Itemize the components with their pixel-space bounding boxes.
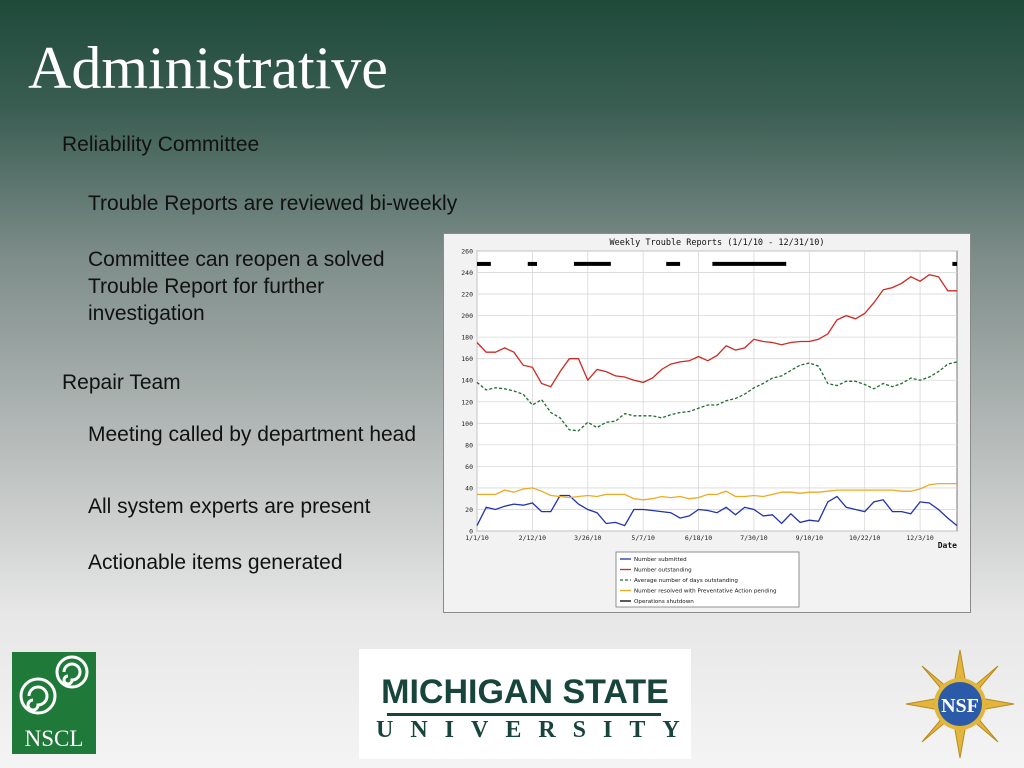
plot-area bbox=[477, 251, 957, 531]
y-tick-label: 120 bbox=[461, 398, 473, 407]
msu-logo bbox=[359, 649, 697, 759]
y-tick-label: 180 bbox=[461, 333, 473, 342]
bullet-meeting-called: Meeting called by department head bbox=[88, 423, 417, 446]
y-tick-label: 160 bbox=[461, 355, 473, 364]
bullet-actionable-items: Actionable items generated bbox=[88, 551, 343, 574]
chart-title: Weekly Trouble Reports (1/1/10 - 12/31/10) bbox=[609, 238, 825, 248]
x-tick-label: 1/1/10 bbox=[465, 534, 489, 542]
msu-divider bbox=[387, 713, 661, 716]
y-tick-label: 200 bbox=[461, 312, 473, 321]
x-tick-label: 7/30/10 bbox=[740, 534, 768, 542]
bullet-reopen-report: Committee can reopen a solved Trouble Report for further investigation bbox=[88, 248, 385, 325]
x-tick-label: 9/10/10 bbox=[795, 534, 824, 542]
x-tick-label: 6/18/10 bbox=[684, 534, 713, 542]
nscl-wordmark: NSCL bbox=[24, 726, 84, 751]
x-axis-label: Date bbox=[937, 541, 957, 550]
bullet-repair-team: Repair Team bbox=[62, 371, 181, 394]
y-tick-label: 260 bbox=[461, 247, 473, 256]
legend-label: Number resolved with Preventative Action pending bbox=[634, 588, 777, 595]
bullet-reviewed-biweekly: Trouble Reports are reviewed bi-weekly bbox=[88, 192, 458, 215]
y-tick-label: 20 bbox=[465, 505, 473, 514]
x-tick-label: 12/3/10 bbox=[906, 534, 934, 542]
nscl-logo bbox=[12, 652, 96, 754]
nscl-swirl-icon bbox=[12, 652, 96, 724]
msu-wordmark-line2: UNIVERSITY bbox=[376, 717, 697, 743]
y-tick-label: 240 bbox=[461, 269, 473, 278]
y-tick-label: 60 bbox=[465, 462, 473, 471]
x-tick-label: 3/26/10 bbox=[574, 534, 602, 542]
bullet-reliability-committee: Reliability Committee bbox=[62, 133, 260, 156]
y-tick-label: 220 bbox=[461, 290, 473, 299]
y-tick-label: 140 bbox=[461, 376, 473, 385]
legend-label: Number outstanding bbox=[634, 567, 692, 574]
y-tick-label: 100 bbox=[461, 419, 473, 428]
y-tick-label: 80 bbox=[465, 441, 473, 450]
bullet-system-experts: All system experts are present bbox=[88, 495, 371, 518]
x-tick-label: 2/12/10 bbox=[518, 534, 547, 542]
msu-wordmark-line1: MICHIGAN STATE bbox=[381, 673, 669, 711]
trouble-reports-chart bbox=[443, 233, 971, 613]
y-tick-label: 0 bbox=[469, 527, 473, 536]
legend-label: Average number of days outstanding bbox=[634, 578, 738, 585]
legend-label: Number submitted bbox=[634, 557, 687, 564]
x-tick-label: 5/7/10 bbox=[631, 534, 655, 542]
slide-title: Administrative bbox=[28, 35, 388, 101]
nsf-seal-icon bbox=[904, 648, 1016, 760]
nsf-wordmark: NSF bbox=[941, 695, 979, 717]
legend-label: Operations shutdown bbox=[634, 599, 694, 606]
nsf-logo bbox=[904, 648, 1016, 760]
x-tick-label: 10/22/10 bbox=[849, 534, 881, 542]
chart-canvas bbox=[444, 234, 970, 612]
y-tick-label: 40 bbox=[465, 484, 473, 493]
